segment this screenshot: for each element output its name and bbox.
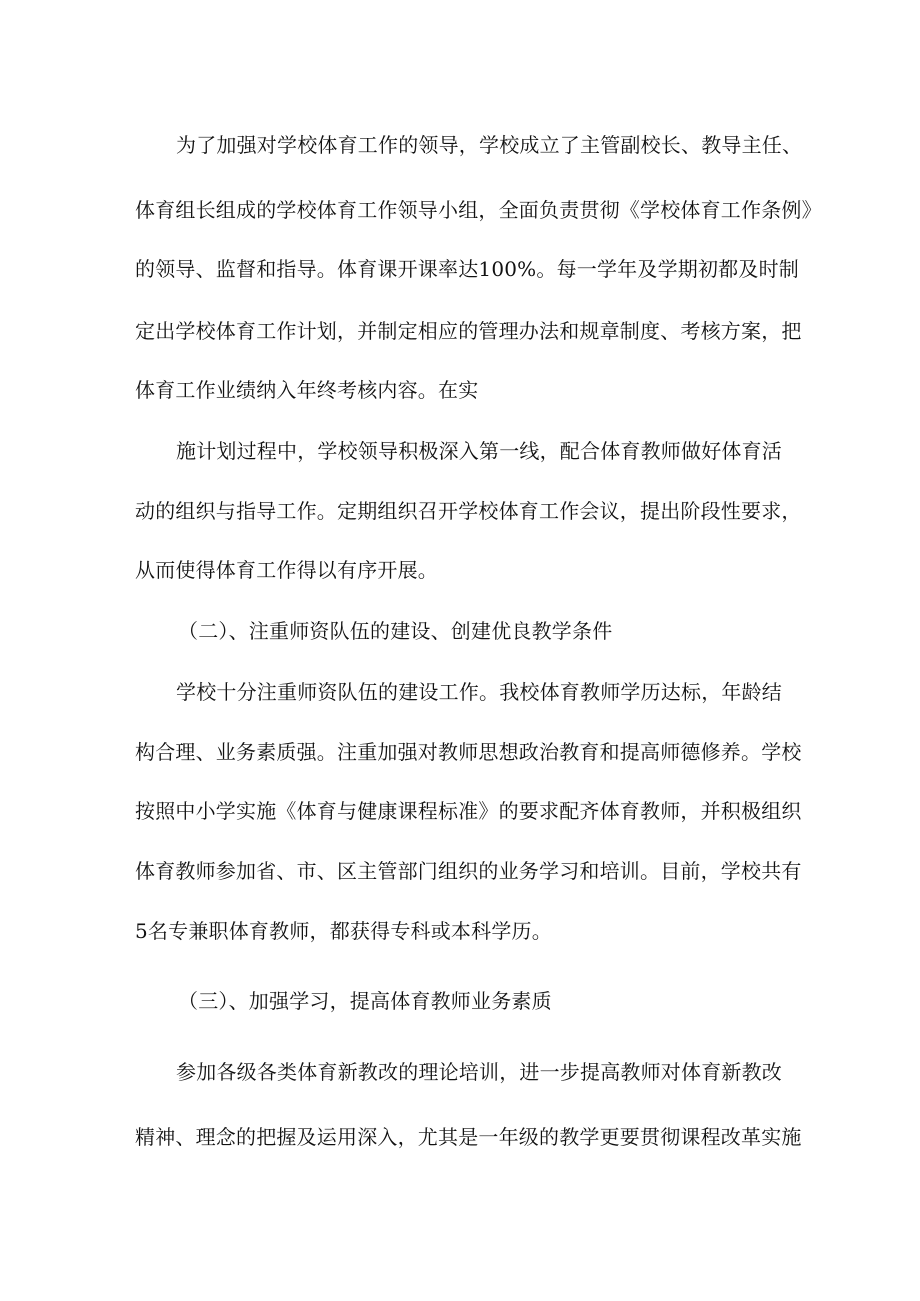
text-line: 为了加强对学校体育工作的领导，学校成立了主管副校长、教导主任、 (176, 133, 803, 157)
text-line: 体育组长组成的学校体育工作领导小组，全面负责贯彻《学校体育工作条例》 (135, 198, 822, 222)
text-line: 按照中小学实施《体育与健康课程标准》的要求配齐体育教师，并积极组织 (135, 799, 802, 823)
text-line: 5名专兼职体育教师，都获得专科或本科学历。 (135, 919, 552, 943)
text-line: 定出学校体育工作计划，并制定相应的管理办法和规章制度、考核方案，把 (135, 319, 802, 343)
section-heading-2: （二）、注重师资队伍的建设、创建优良教学条件 (178, 619, 613, 643)
text-line: 从而使得体育工作得以有序开展。 (135, 558, 438, 582)
text-line: 体育教师参加省、市、区主管部门组织的业务学习和培训。目前，学校共有 (135, 859, 802, 883)
text-line: 施计划过程中，学校领导积极深入第一线，配合体育教师做好体育活 (176, 439, 782, 463)
text-line: 动的组织与指导工作。定期组织召开学校体育工作会议，提出阶段性要求， (135, 499, 802, 523)
section-heading-3: （三）、加强学习，提高体育教师业务素质 (178, 989, 552, 1013)
text-line: 的领导、监督和指导。体育课开课率达100%。每一学年及学期初都及时制 (135, 257, 799, 281)
text-line: 精神、理念的把握及运用深入，尤其是一年级的教学更要贯彻课程改革实施 (135, 1125, 802, 1149)
text-line: 学校十分注重师资队伍的建设工作。我校体育教师学历达标，年龄结 (176, 680, 782, 704)
text-line: 构合理、业务素质强。注重加强对教师思想政治教育和提高师德修养。学校 (135, 740, 802, 764)
text-line: 体育工作业绩纳入年终考核内容。在实 (135, 378, 479, 402)
text-line: 参加各级各类体育新教改的理论培训，进一步提高教师对体育新教改 (176, 1060, 782, 1084)
